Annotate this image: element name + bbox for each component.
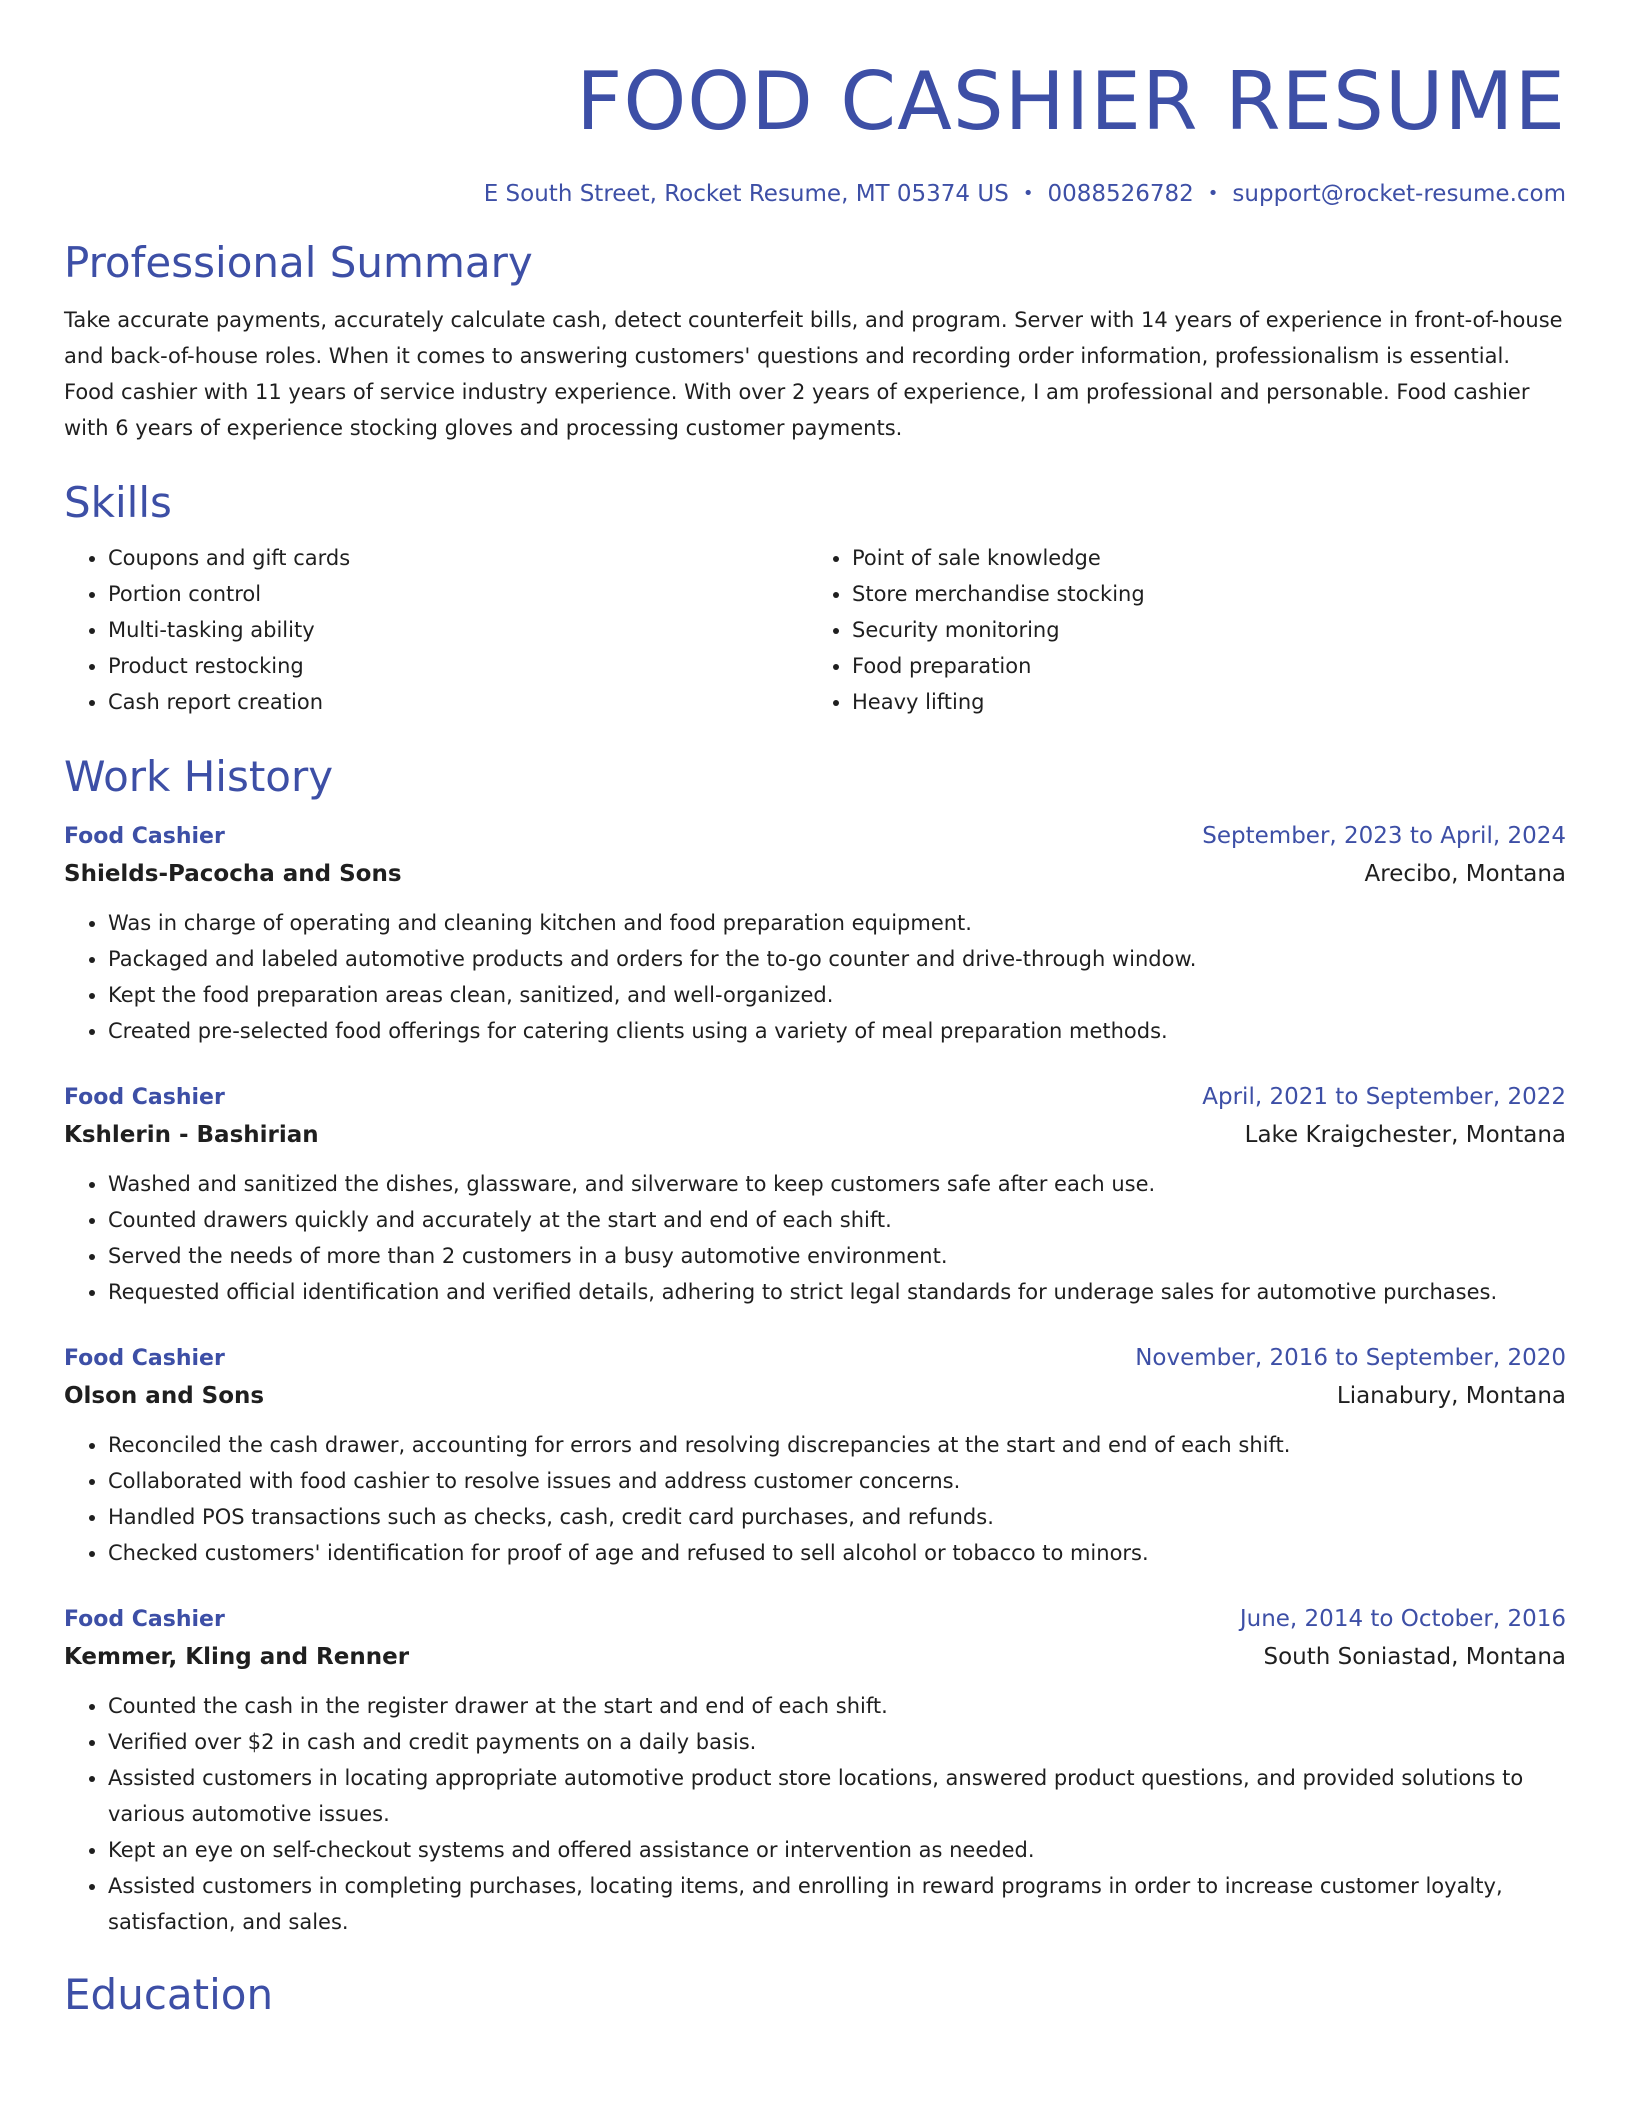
summary-text: Take accurate payments, accurately calculate cash, detect counterfeit bills, and program. Server with 14 years of experience in front-of-house and back-of-house roles. When it comes to answering customers' questions and recording order information, professionalism is essential. Food cashier with 11 years of service industry experience. With over 2 years of experience, I am professional and personable. Food cashier with 6 years of experience stocking gloves and processing customer payments. [64,308,1563,440]
job-bullet: • Counted drawers quickly and accurately at the start and end of each shift. [108,1202,1566,1238]
job-header-row [64,1340,1566,1377]
section-heading-skills: Skills [64,478,172,527]
job-header-row [64,818,1566,855]
work-history-section [64,750,1566,1940]
contact-phone[interactable]: 0088526782 [1047,181,1194,207]
section-heading-education: Education [64,1970,274,2019]
job-dates: June, 2014 to October, 2016 [1239,1606,1566,1632]
job-company-row [64,855,1566,893]
education-section [64,1968,1566,2022]
job-bullet: • Verified over $2 in cash and credit payments on a daily basis. [108,1724,1566,1760]
job-entry [64,818,1566,1049]
job-dates: April, 2021 to September, 2022 [1202,1084,1566,1110]
job-bullets [64,905,1566,1049]
job-location: Lianabury, Montana [1336,1383,1566,1409]
job-title: Food Cashier [64,824,225,849]
skill-item: • Food preparation [852,648,1552,684]
section-heading-summary: Professional Summary [64,238,533,287]
job-bullet: • Packaged and labeled automotive products and orders for the to-go counter and drive-through window. [108,941,1566,977]
skill-item: • Security monitoring [852,612,1552,648]
skill-item: • Cash report creation [108,684,808,720]
job-title: Food Cashier [64,1607,225,1632]
contact-email[interactable]: support@rocket-resume.com [1232,181,1566,207]
resume-header [64,0,1566,210]
job-bullet: • Served the needs of more than 2 customers in a busy automotive environment. [108,1238,1566,1274]
job-bullet: • Assisted customers in completing purchases, locating items, and enrolling in reward programs in order to increase customer loyalty, satisfaction, and sales. [108,1868,1566,1940]
job-bullet: • Kept an eye on self-checkout systems and offered assistance or intervention as needed. [108,1832,1566,1868]
job-location: Lake Kraigchester, Montana [1244,1122,1566,1148]
job-dates: November, 2016 to September, 2020 [1135,1345,1566,1371]
contact-address: E South Street, Rocket Resume, MT 05374 US [483,181,1009,207]
job-company: Kemmer, Kling and Renner [64,1644,410,1670]
job-bullet: • Requested official identification and verified details, adhering to strict legal standards for underage sales for automotive purchases. [108,1274,1566,1310]
job-bullet: • Reconciled the cash drawer, accounting for errors and resolving discrepancies at the start and end of each shift. [108,1427,1566,1463]
job-bullet: • Kept the food preparation areas clean, sanitized, and well-organized. [108,977,1566,1013]
professional-summary-section [64,236,1566,446]
resume-title: FOOD CASHIER RESUME [576,55,1566,148]
job-title: Food Cashier [64,1346,225,1371]
skill-item: • Portion control [108,576,808,612]
skill-item: • Product restocking [108,648,808,684]
contact-line [64,178,1566,210]
job-bullet: • Created pre-selected food offerings for catering clients using a variety of meal preparation methods. [108,1013,1566,1049]
job-company-row [64,1377,1566,1415]
job-location: Arecibo, Montana [1364,861,1566,887]
skills-list-left [64,540,808,720]
job-bullet: • Counted the cash in the register drawer at the start and end of each shift. [108,1688,1566,1724]
job-company-row [64,1116,1566,1154]
skill-item: • Coupons and gift cards [108,540,808,576]
job-bullet: • Handled POS transactions such as checks, cash, credit card purchases, and refunds. [108,1499,1566,1535]
job-title: Food Cashier [64,1085,225,1110]
job-bullet: • Assisted customers in locating appropriate automotive product store locations, answered product questions, and provided solutions to various automotive issues. [108,1760,1566,1832]
job-bullets [64,1166,1566,1310]
job-company: Olson and Sons [64,1383,265,1409]
job-company: Shields-Pacocha and Sons [64,861,402,887]
job-bullets [64,1427,1566,1571]
skill-item: • Multi-tasking ability [108,612,808,648]
skill-item: • Point of sale knowledge [852,540,1552,576]
section-heading-work-history: Work History [64,752,334,801]
job-bullet: • Checked customers' identification for proof of age and refused to sell alcohol or tobacco to minors. [108,1535,1566,1571]
job-entry [64,1079,1566,1310]
job-bullet: • Was in charge of operating and cleaning kitchen and food preparation equipment. [108,905,1566,941]
contact-separator: • [1207,183,1219,204]
job-bullets [64,1688,1566,1940]
job-entry [64,1340,1566,1571]
skill-item: • Store merchandise stocking [852,576,1552,612]
job-bullet: • Collaborated with food cashier to resolve issues and address customer concerns. [108,1463,1566,1499]
job-entry [64,1601,1566,1940]
job-location: South Soniastad, Montana [1263,1644,1566,1670]
skills-section [64,476,1566,720]
contact-separator: • [1022,183,1034,204]
resume-page [64,0,1566,2022]
skills-columns [64,540,1566,720]
job-header-row [64,1601,1566,1638]
job-header-row [64,1079,1566,1116]
skill-item: • Heavy lifting [852,684,1552,720]
job-bullet: • Washed and sanitized the dishes, glassware, and silverware to keep customers safe after each use. [108,1166,1566,1202]
job-company: Kshlerin - Bashirian [64,1122,319,1148]
skills-list-right [808,540,1552,720]
job-dates: September, 2023 to April, 2024 [1202,823,1566,849]
job-company-row [64,1638,1566,1676]
